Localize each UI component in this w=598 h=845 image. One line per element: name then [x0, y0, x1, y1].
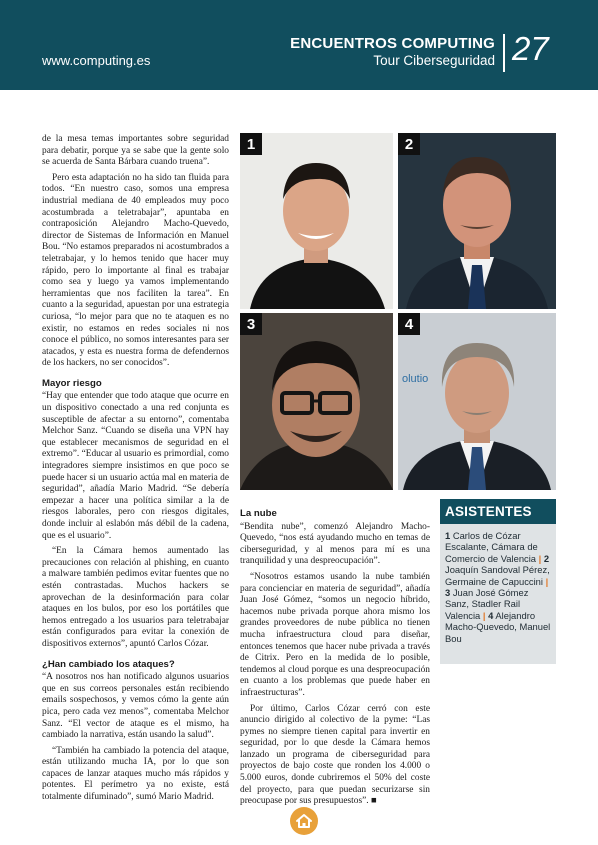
section-subtitle: Tour Ciberseguridad	[373, 53, 495, 68]
paragraph: “A nosotros nos han notificado algunos usuarios que en sus correos personales están recibiendo emails sospechosos, y vemos cómo la gente aún pica, pero cada vez menos”, comentaba Melchor Sanz. “El vector de ataque es el mismo, ha cambiado la narrativa, están usando la salud”.	[42, 672, 229, 741]
attendee-number: 1	[445, 530, 451, 541]
paragraph: “En la Cámara hemos aumentado las precauciones con relación al phishing, en cuanto a malware también pedimos evitar fuentes que no estén contrastadas. Muchos hackers se aprovechan de la desinformación para colar ataques en los bulos, por eso los portátiles que hemos entregado a los usuarios para teletrabajar están configurados para evitar la conexión de dispositivos externos”, apuntó Carlos Cózar.	[42, 546, 229, 649]
background-banner-text: olutio	[402, 373, 429, 385]
attendee-photo-4	[398, 313, 556, 490]
paragraph: Pero esta adaptación no ha sido tan fluida para todos. “En nuestro caso, somos una empresa industrial mediana de 40 empleados muy poco acostumbrada a teletrabajar”, apuntaba en contraposición Alejandro Macho-Quevedo, director de Sistemas de Información en Manuel Bou. “No estamos preparados ni acostumbrados a teletrabajar, y lo hemos tenido que hacer muy rápido, pero lo importante al final es trabajar como sea y luego ya vamos implementando herramientas que nos faciliten la tarea”. En cuanto a la seguridad, apuestan por una estrategia curiosa, “lo mejor para que no te ataquen es no existir, no estamos en redes sociales ni nos conoce el público, no somos interesantes para ser atacados, y esta es nuestra forma de defendernos de los hackers, no ser conocidos”.	[42, 172, 229, 369]
page-number: 27	[512, 30, 549, 67]
home-button[interactable]	[290, 807, 318, 835]
paragraph: “También ha cambiado la potencia del ataque, están utilizando mucha IA, por lo que son capaces de lanzar ataques mucho más rápidos y potentes. El perímetro ya no existe, está totalmente difuminado”, sumó Mario Madrid.	[42, 745, 229, 803]
attendee-photo-2	[398, 133, 556, 309]
attendee-photo-3	[240, 313, 393, 490]
attendee-name: Joaquín Sandoval Pérez, Germaine de Capuccini	[445, 564, 550, 587]
home-icon	[295, 812, 313, 830]
subheading: ¿Han cambiado los ataques?	[42, 658, 175, 670]
subheading: La nube	[240, 508, 277, 519]
portrait-illustration	[240, 133, 393, 309]
article-column-1	[42, 134, 229, 804]
paragraph: “Hay que entender que todo ataque que ocurre en un dispositivo conectado a una red conjunta es susceptible de afectar a su entorno”, comentaba Melchor Sanz. “Cuando se diseña una VPN hay que establecer mecanismos de seguridad en el extremo”. “Educar al usuario es primordial, como integradores siempre insistimos en que poco se puede hacer si un usuario actúa mal en materia de seguridad”, añadía Mario Madrid. “Se debería empezar a hacer una política similar a la de riesgos laborales, pero con riesgos digitales, donde incluir al eslabón más débil de la cadena, que es el usuario”.	[42, 391, 229, 541]
paragraph: “Nosotros estamos usando la nube también para concienciar en materia de seguridad”, añadía Juan José Gómez, “somos un negocio híbrido, hacemos nube privada porque ahora mismo los grandes proveedores de nube pública no tienen mucha infraestructura cloud para diseñar, entonces tenemos que hacer nube privada a través de Citrix. Pero en la medida de lo posible, tendemos al cloud porque es una despreocupación en cuanto a los problemas que puede haber en infraestructuras”.	[240, 571, 430, 698]
paragraph: “Bendita nube”, comenzó Alejandro Macho-Quevedo, “nos está ayudando mucho en temas de ciberseguridad, y al menos para mí es una tranquilidad y una despreocupación”.	[240, 521, 430, 567]
attendee-name: Carlos de Cózar Escalante, Cámara de Comercio de Valencia	[445, 530, 538, 564]
attendee-separator: |	[482, 609, 486, 621]
attendee-separator: |	[538, 552, 542, 564]
attendee-name: Alejandro Macho-Quevedo, Manuel Bou	[445, 609, 551, 644]
page-header	[0, 0, 598, 90]
attendee-number: 3	[445, 587, 451, 599]
attendees-box	[440, 499, 556, 664]
paragraph: Por último, Carlos Cózar cerró con este anuncio dirigido al colectivo de la pyme: “Las pymes no siempre tienen capital para invertir en seguridad, por lo que desde la Cámara hemos lanzado un programa de ciberseguridad para proyectos de bajo coste que ronden los 4.000 o 5.000 euros, donde cubriremos el 50% del coste del proyecto, para que puedan securizarse sin preocupase por sus presupuestos”. ■	[240, 703, 430, 807]
attendee-photo-1	[240, 133, 393, 309]
attendees-list	[440, 524, 556, 650]
attendee-number: 4	[488, 609, 494, 621]
site-url[interactable]: www.computing.es	[42, 53, 151, 68]
photo-number: 1	[240, 133, 262, 155]
attendee-number: 2	[543, 552, 550, 564]
header-divider	[503, 34, 505, 72]
portrait-illustration	[398, 313, 556, 490]
attendee-separator: |	[545, 575, 549, 587]
photo-number: 3	[240, 313, 262, 335]
attendees-title: ASISTENTES	[440, 499, 556, 524]
section-title: ENCUENTROS COMPUTING	[290, 35, 495, 52]
attendee-name: Juan José Gómez Sanz, Stadler Rail Valencia	[445, 587, 529, 621]
portrait-illustration	[240, 313, 393, 490]
paragraph: de la mesa temas importantes sobre seguridad para debatir, porque ya se sabe que la gente solo se acuerda de Santa Bárbara cuando truena”.	[42, 134, 229, 168]
subheading: Mayor riesgo	[42, 377, 102, 389]
photo-number: 2	[398, 133, 420, 155]
portrait-illustration	[398, 133, 556, 309]
photo-number: 4	[398, 313, 420, 335]
article-column-2	[240, 508, 430, 808]
